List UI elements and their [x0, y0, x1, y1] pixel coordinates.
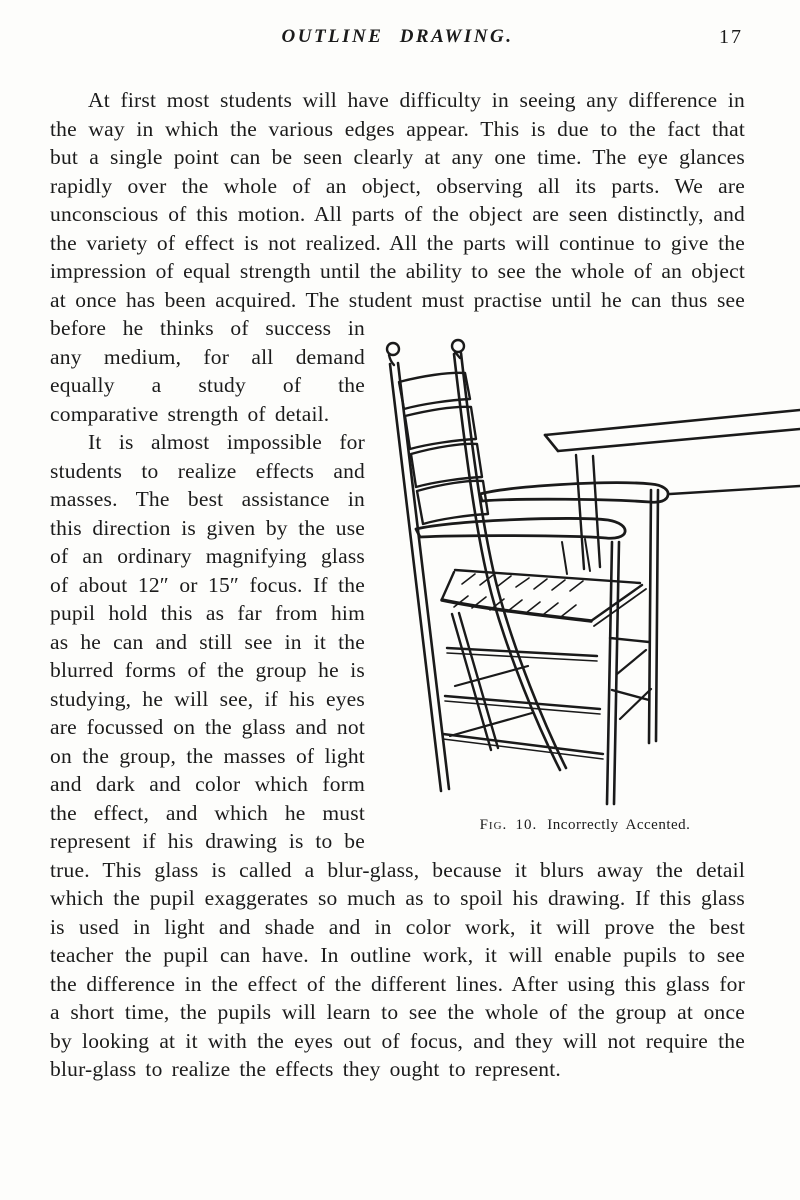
- table-lines: [545, 410, 800, 569]
- chair-seat: [442, 570, 646, 626]
- chair-and-table-drawing: [370, 318, 800, 810]
- running-title: OUTLINE DRAWING.: [281, 26, 514, 47]
- paragraph-2: It is almost impossible for students to realize effects and masses. The best assistance in this direction is given by the use of an ordinary magnifying glass of about 12″ or 15″ focus. If the pupil hold this as far from him as he can and still see in it the blurred forms of the group he is studying, he will see, if his eyes are focussed on the glass and not on the group, the masses of light and dark and color which form the effect, and which he must represent if his drawing is to be true. This glass is called a blur-glass, because it blurs away the detail which the pupil exaggerates so much as to spoil his drawing. If this glass is used in light and shade and in color work, it will prove the best teacher the pupil can have. In outline work, it will enable pupils to see the difference in the effect of the different lines. After using this glass for a short time, the pupils will learn to see the whole of the group at once by looking at it with the eyes out of focus, and they will not require the blur-glass to realize the effects they ought to represent.: [50, 430, 745, 1081]
- body-text: [50, 86, 745, 1084]
- page-number: 17: [719, 26, 743, 48]
- figure-10: [370, 318, 800, 835]
- page-header: [50, 26, 745, 56]
- paragraph-1-after-figure: he thinks of success in any medium, for all demand equally a study of the comparative strength of detail.: [50, 316, 365, 426]
- figure-caption-text: Incorrectly Accented.: [547, 817, 691, 833]
- paragraph-1-before-figure: At first most students will have difficulty in seeing any difference in the way in which the various edges appear. This is due to the fact that but a single point can be seen clearly at any one time. The eye glances rapidly over the whole of an object, observing all its parts. We are unconscious of this motion. All parts of the object are seen distinctly, and the variety of effect is not realized. All the parts will continue to give the impression of equal strength until the ability to see the whole of an object at once has been acquired. The student must practise until he can thus see before: [50, 88, 745, 340]
- chair-arms: [416, 483, 668, 574]
- chair-ladder-slats: [399, 373, 488, 524]
- figure-caption: [370, 816, 800, 835]
- figure-caption-label: Fig. 10.: [479, 817, 538, 833]
